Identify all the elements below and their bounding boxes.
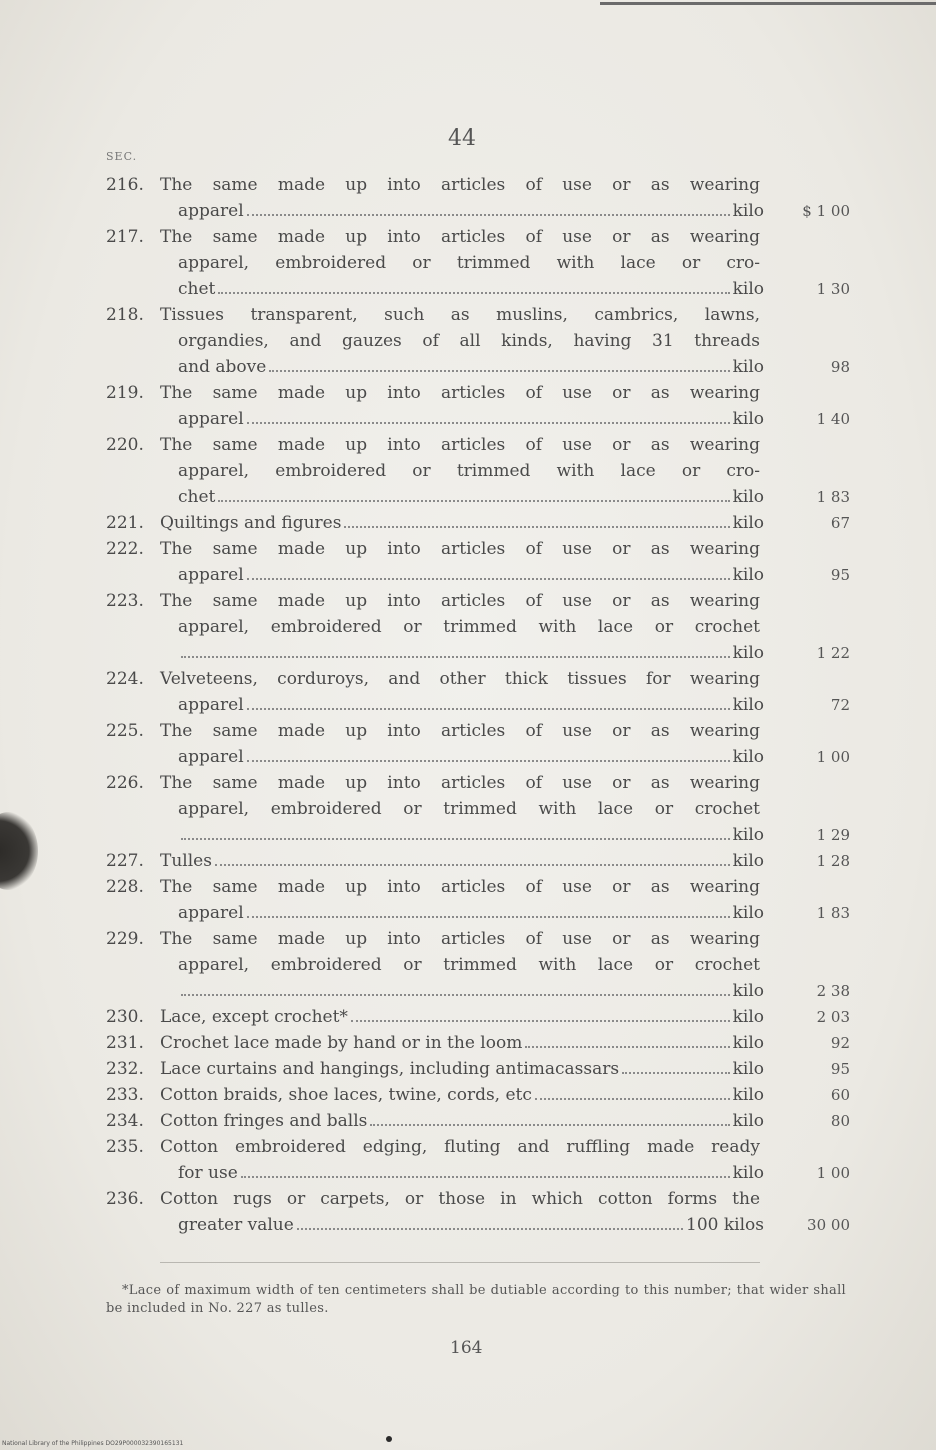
dot-leader [351, 1004, 730, 1022]
entry-description-tail: apparel [178, 695, 244, 715]
entry-rate: 80 [830, 1112, 850, 1130]
entry-description-tail: apparel [178, 409, 244, 429]
entry-unit: kilo [732, 487, 764, 507]
entry-number: 226. [106, 773, 144, 793]
entry-description-tail: Quiltings and figures [160, 513, 342, 533]
entry-leader-line [178, 484, 850, 510]
entry-description-tail: Cotton braids, shoe laces, twine, cords, etc [160, 1085, 532, 1105]
dot-leader [218, 484, 729, 502]
entry-unit: kilo [732, 903, 764, 923]
entry-leader-line [178, 354, 850, 380]
tariff-entry [0, 302, 936, 380]
entry-rate: 1 40 [816, 410, 850, 428]
dot-leader [247, 406, 730, 424]
entry-description-tail: apparel [178, 903, 244, 923]
entry-unit: kilo [732, 747, 764, 767]
entry-description-tail: Lace curtains and hangings, including antimacassars [160, 1059, 620, 1079]
entry-rate: 98 [830, 358, 850, 376]
page-edge-rule [600, 2, 936, 5]
entry-description-line: Tissues transparent, such as muslins, cambrics, lawns, [160, 305, 760, 325]
entry-unit: kilo [732, 695, 764, 715]
entry-description-line: apparel, embroidered or trimmed with lace or crochet [178, 799, 760, 819]
tariff-entry [0, 510, 936, 536]
entry-unit: kilo [732, 513, 764, 533]
entry-description-line: The same made up into articles of use or as wearing [160, 773, 760, 793]
entry-number: 220. [106, 435, 144, 455]
entry-number: 223. [106, 591, 144, 611]
tariff-entry [0, 926, 936, 1004]
tariff-entry [0, 224, 936, 302]
entry-rate: 1 83 [816, 904, 850, 922]
entry-rate: 92 [830, 1034, 850, 1052]
tariff-entry [0, 1004, 936, 1030]
entry-description-line: The same made up into articles of use or as wearing [160, 877, 760, 897]
entry-number: 231. [106, 1033, 144, 1053]
scan-stamp: National Library of the Philippines DO29P000032390165131 [2, 1440, 184, 1447]
dot-leader [297, 1212, 683, 1230]
entry-unit: kilo [732, 357, 764, 377]
entry-unit: kilo [732, 1007, 764, 1027]
folio-number: 164 [450, 1338, 483, 1358]
entry-unit: kilo [732, 851, 764, 871]
entry-rate: 1 83 [816, 488, 850, 506]
entry-description-line: Cotton embroidered edging, fluting and ruffling made ready [160, 1137, 760, 1157]
entry-description-tail: greater value [178, 1215, 294, 1235]
entry-number: 232. [106, 1059, 144, 1079]
tariff-entry [0, 1056, 936, 1082]
entry-leader-line [160, 1004, 850, 1030]
entry-unit: kilo [732, 1111, 764, 1131]
entry-number: 222. [106, 539, 144, 559]
entry-leader-line [160, 1108, 850, 1134]
entry-leader-line [178, 692, 850, 718]
dot-leader [215, 848, 730, 866]
entry-description-line: The same made up into articles of use or as wearing [160, 227, 760, 247]
entry-leader-line [178, 276, 850, 302]
dot-leader [241, 1160, 730, 1178]
entry-rate: 30 00 [807, 1216, 850, 1234]
entry-unit: kilo [732, 981, 764, 1001]
footnote: *Lace of maximum width of ten centimeters shall be dutiable according to this number; that wider shall be included in No. 227 as tulles. [106, 1283, 846, 1316]
dot-leader [181, 640, 730, 658]
entry-unit: kilo [732, 1033, 764, 1053]
entry-description-tail: Cotton fringes and balls [160, 1111, 368, 1131]
entry-description-line: apparel, embroidered or trimmed with lace or crochet [178, 955, 760, 975]
entry-description-line: organdies, and gauzes of all kinds, having 31 threads [178, 331, 760, 351]
entry-leader-line [178, 822, 850, 848]
entry-leader-line [160, 510, 850, 536]
entry-description-line: Velveteens, corduroys, and other thick tissues for wearing [160, 669, 760, 689]
entry-description-tail: chet [178, 279, 216, 299]
entry-number: 219. [106, 383, 144, 403]
entry-unit: 100 kilos [686, 1215, 764, 1235]
entry-number: 216. [106, 175, 144, 195]
entry-leader-line [160, 848, 850, 874]
entry-unit: kilo [732, 279, 764, 299]
tariff-entries-list [0, 172, 936, 1238]
entry-description-tail: Lace, except crochet* [160, 1007, 348, 1027]
dot-leader [622, 1056, 729, 1074]
entry-number: 235. [106, 1137, 144, 1157]
dot-leader [344, 510, 729, 528]
dot-leader [218, 276, 729, 294]
entry-description-line: The same made up into articles of use or as wearing [160, 721, 760, 741]
entry-rate: 1 28 [816, 852, 850, 870]
entry-number: 229. [106, 929, 144, 949]
tariff-entry [0, 588, 936, 666]
entry-description-tail: apparel [178, 565, 244, 585]
tariff-entry [0, 1082, 936, 1108]
entry-rate: 95 [830, 566, 850, 584]
footnote-divider [160, 1262, 760, 1263]
entry-number: 217. [106, 227, 144, 247]
tariff-entry [0, 1108, 936, 1134]
entry-rate: 67 [830, 514, 850, 532]
entry-number: 221. [106, 513, 144, 533]
dot-leader [370, 1108, 729, 1126]
entry-number: 230. [106, 1007, 144, 1027]
entry-leader-line [160, 1030, 850, 1056]
dot-leader [247, 744, 730, 762]
tariff-entry [0, 874, 936, 926]
entry-unit: kilo [732, 409, 764, 429]
entry-unit: kilo [732, 643, 764, 663]
entry-number: 224. [106, 669, 144, 689]
entry-leader-line [178, 978, 850, 1004]
tariff-entry [0, 432, 936, 510]
entry-rate: 95 [830, 1060, 850, 1078]
entry-description-line: Cotton rugs or carpets, or those in which cotton forms the [160, 1189, 760, 1209]
entry-leader-line [178, 900, 850, 926]
tariff-entry [0, 536, 936, 588]
entry-description-line: The same made up into articles of use or as wearing [160, 435, 760, 455]
tariff-entry [0, 848, 936, 874]
entry-description-tail: apparel [178, 201, 244, 221]
entry-rate: 1 30 [816, 280, 850, 298]
entry-number: 225. [106, 721, 144, 741]
dot-leader [247, 900, 730, 918]
entry-rate: 1 22 [816, 644, 850, 662]
tariff-entry [0, 1186, 936, 1238]
entry-description-line: apparel, embroidered or trimmed with lace or cro- [178, 461, 760, 481]
entry-unit: kilo [732, 201, 764, 221]
entry-description-tail: Crochet lace made by hand or in the loom [160, 1033, 523, 1053]
tariff-entry [0, 172, 936, 224]
entry-description-line: apparel, embroidered or trimmed with lace or cro- [178, 253, 760, 273]
entry-leader-line [178, 1160, 850, 1186]
dot-leader [269, 354, 729, 372]
dot-leader [525, 1030, 729, 1048]
entry-leader-line [178, 562, 850, 588]
tariff-entry [0, 1030, 936, 1056]
page-number: 44 [448, 126, 476, 151]
dot-leader [247, 198, 730, 216]
tariff-entry [0, 1134, 936, 1186]
entry-description-tail: Tulles [160, 851, 212, 871]
entry-leader-line [178, 406, 850, 432]
entry-description-tail: and above [178, 357, 267, 377]
dot-leader [181, 978, 730, 996]
entry-description-line: The same made up into articles of use or as wearing [160, 383, 760, 403]
tariff-entry [0, 666, 936, 718]
entry-unit: kilo [732, 1163, 764, 1183]
entry-description-tail: chet [178, 487, 216, 507]
entry-rate: 2 03 [816, 1008, 850, 1026]
entry-number: 228. [106, 877, 144, 897]
entry-unit: kilo [732, 1085, 764, 1105]
dot-leader [535, 1082, 730, 1100]
section-column-label: SEC. [106, 150, 138, 163]
entry-leader-line [178, 1212, 850, 1238]
entry-description-line: The same made up into articles of use or as wearing [160, 175, 760, 195]
dot-leader [181, 822, 730, 840]
entry-rate: 1 29 [816, 826, 850, 844]
entry-description-tail: apparel [178, 747, 244, 767]
entry-number: 218. [106, 305, 144, 325]
entry-description-line: The same made up into articles of use or as wearing [160, 539, 760, 559]
tariff-entry [0, 770, 936, 848]
entry-rate: 1 00 [816, 748, 850, 766]
entry-rate: $ 1 00 [802, 202, 850, 220]
entry-unit: kilo [732, 825, 764, 845]
entry-number: 234. [106, 1111, 144, 1131]
tariff-entry [0, 380, 936, 432]
tariff-entry [0, 718, 936, 770]
scan-speck [386, 1436, 392, 1442]
entry-rate: 72 [830, 696, 850, 714]
entry-leader-line [160, 1082, 850, 1108]
entry-description-line: The same made up into articles of use or as wearing [160, 591, 760, 611]
entry-leader-line [178, 744, 850, 770]
entry-leader-line [178, 198, 850, 224]
entry-description-line: apparel, embroidered or trimmed with lace or crochet [178, 617, 760, 637]
entry-unit: kilo [732, 1059, 764, 1079]
entry-rate: 1 00 [816, 1164, 850, 1182]
entry-rate: 60 [830, 1086, 850, 1104]
entry-number: 233. [106, 1085, 144, 1105]
entry-leader-line [160, 1056, 850, 1082]
entry-description-tail: for use [178, 1163, 238, 1183]
entry-unit: kilo [732, 565, 764, 585]
dot-leader [247, 562, 730, 580]
entry-rate: 2 38 [816, 982, 850, 1000]
entry-leader-line [178, 640, 850, 666]
entry-number: 236. [106, 1189, 144, 1209]
dot-leader [247, 692, 730, 710]
entry-number: 227. [106, 851, 144, 871]
entry-description-line: The same made up into articles of use or as wearing [160, 929, 760, 949]
